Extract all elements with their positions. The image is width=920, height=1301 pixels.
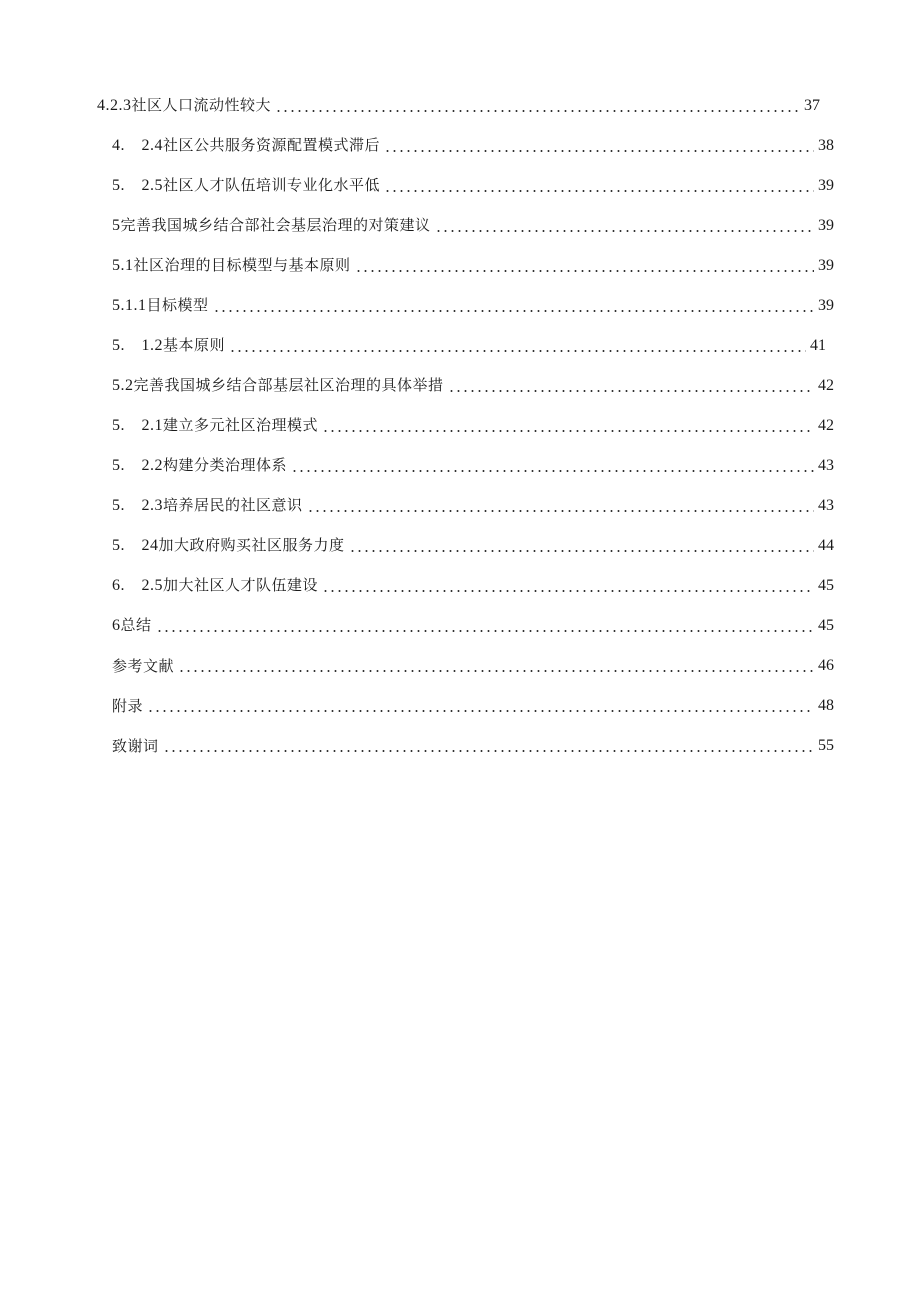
toc-entry-label	[112, 295, 209, 316]
toc-entry-number: 5	[112, 217, 121, 234]
dot-leader	[448, 390, 814, 392]
dot-leader	[349, 550, 814, 552]
toc-entry-title: 参考文献	[112, 657, 175, 675]
toc-entry[interactable]	[112, 372, 834, 396]
toc-entry-title: 构建分类治理体系	[163, 456, 288, 474]
toc-entry-label	[112, 495, 303, 516]
toc-entry[interactable]	[112, 252, 834, 276]
dot-leader	[178, 670, 814, 672]
dot-leader	[435, 230, 814, 232]
toc-entry-page: 45	[818, 577, 834, 594]
toc-entry-page: 39	[818, 257, 834, 274]
toc-entry[interactable]	[112, 132, 834, 156]
toc-entry-title: 建立多元社区治理模式	[163, 416, 319, 434]
toc-entry-title: 加大社区人才队伍建设	[163, 576, 319, 594]
toc-entry[interactable]	[112, 692, 834, 716]
toc-entry-page: 42	[818, 417, 834, 434]
dot-leader	[322, 590, 814, 592]
toc-entry[interactable]	[112, 292, 834, 316]
dot-leader	[384, 150, 814, 152]
toc-entry-title: 完善我国城乡结合部基层社区治理的具体举措	[133, 376, 444, 394]
dot-leader	[322, 430, 814, 432]
toc-entry-label	[112, 656, 174, 676]
toc-entry-number: 5.2	[112, 377, 134, 394]
toc-entry-number: 5. 1.2	[112, 337, 163, 354]
toc-entry-number: 6. 2.5	[112, 577, 163, 594]
toc-entry-title: 完善我国城乡结合部社会基层治理的对策建议	[120, 216, 431, 234]
toc-entry-label	[112, 135, 380, 156]
dot-leader	[163, 750, 814, 752]
dot-leader	[307, 510, 814, 512]
toc-entry-number: 5. 2.3	[112, 497, 163, 514]
dot-leader	[213, 310, 814, 312]
toc-entry-title: 附录	[112, 697, 144, 715]
dot-leader	[156, 630, 814, 632]
toc-entry-label	[112, 696, 143, 716]
toc-entry-title: 培养居民的社区意识	[163, 496, 303, 514]
toc-entry-page: 55	[818, 737, 834, 754]
dot-leader	[229, 350, 806, 352]
toc-entry-page: 43	[818, 457, 834, 474]
toc-entry-number: 5. 2.1	[112, 417, 163, 434]
toc-entry-page: 37	[804, 97, 820, 114]
toc-entry[interactable]	[112, 212, 834, 236]
toc-entry-number: 5. 24	[112, 537, 159, 554]
toc-entry-page: 39	[818, 217, 834, 234]
toc-entry-label	[97, 95, 271, 116]
toc-entry-label	[112, 175, 380, 196]
toc-entry-page: 39	[818, 177, 834, 194]
toc-entry[interactable]	[112, 652, 834, 676]
toc-entry-title: 加大政府购买社区服务力度	[158, 536, 345, 554]
toc-entry-page: 45	[818, 617, 834, 634]
toc-entry[interactable]	[112, 332, 826, 356]
toc-entry-page: 43	[818, 497, 834, 514]
toc-entry-label	[112, 215, 431, 236]
toc-entry[interactable]	[112, 612, 834, 636]
toc-entry-title: 社区治理的目标模型与基本原则	[133, 256, 351, 274]
toc-entry-title: 致谢词	[112, 737, 159, 755]
toc-entry-number: 6	[112, 617, 121, 634]
toc-entry-title: 社区人才队伍培训专业化水平低	[163, 176, 381, 194]
toc-entry-page: 41	[810, 337, 826, 354]
toc-entry-page: 42	[818, 377, 834, 394]
toc-entry[interactable]	[97, 92, 820, 116]
toc-entry-page: 38	[818, 137, 834, 154]
toc-entry-label	[112, 455, 287, 476]
toc-entry-number: 5.1.1	[112, 297, 147, 314]
toc-entry-title: 总结	[120, 616, 152, 634]
toc-entry-title: 社区人口流动性较大	[131, 96, 272, 114]
toc-entry-label	[112, 615, 152, 636]
toc-entry[interactable]	[112, 172, 834, 196]
toc-entry-number: 5. 2.5	[112, 177, 163, 194]
toc-entry-number: 4. 2.4	[112, 137, 163, 154]
toc-entry-page: 44	[818, 537, 834, 554]
toc-entry[interactable]	[112, 452, 834, 476]
toc-entry-page: 48	[818, 697, 834, 714]
toc-entry[interactable]	[112, 732, 834, 756]
toc-entry-title: 社区公共服务资源配置模式滞后	[163, 136, 381, 154]
toc-entry-label	[112, 415, 318, 436]
toc-entry-number: 5.1	[112, 257, 134, 274]
toc-entry-label	[112, 375, 444, 396]
dot-leader	[291, 470, 814, 472]
toc-entry-label	[112, 575, 318, 596]
dot-leader	[147, 710, 814, 712]
toc-entry-number: 4.2.3	[97, 97, 132, 114]
toc-entry[interactable]	[112, 492, 834, 516]
toc-entry-label	[112, 255, 351, 276]
toc-entry[interactable]	[112, 532, 834, 556]
toc-entry-page: 46	[818, 657, 834, 674]
toc-entry[interactable]	[112, 572, 834, 596]
toc-entry-title: 目标模型	[146, 296, 209, 314]
dot-leader	[355, 270, 814, 272]
dot-leader	[275, 110, 800, 112]
toc-entry-title: 基本原则	[163, 336, 226, 354]
toc-entry-page: 39	[818, 297, 834, 314]
toc-entry-label	[112, 736, 159, 756]
toc-entry[interactable]	[112, 412, 834, 436]
toc-entry-number: 5. 2.2	[112, 457, 163, 474]
toc-entry-label	[112, 535, 345, 556]
toc-entry-label	[112, 335, 225, 356]
dot-leader	[384, 190, 814, 192]
